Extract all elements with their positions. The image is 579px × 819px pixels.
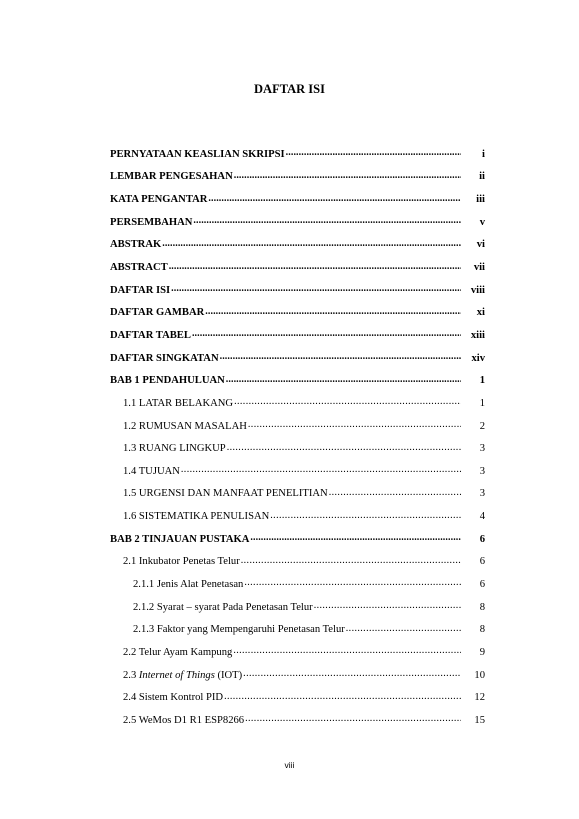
toc-entry-page: 6: [479, 533, 485, 545]
toc-entry-label: 2.5 WeMos D1 R1 ESP8266: [123, 714, 245, 726]
toc-entry-label: KATA PENGANTAR: [110, 194, 208, 206]
toc-entry-label: 1.2 RUMUSAN MASALAH: [123, 420, 247, 432]
dot-leader: [193, 216, 461, 228]
page-title: DAFTAR ISI: [254, 82, 325, 96]
toc-entry-page: 12: [474, 692, 485, 704]
toc-entry-page: iii: [476, 194, 485, 206]
toc-entry-page: 9: [479, 646, 485, 658]
toc-entry-2-1-2[interactable]: [110, 596, 485, 619]
toc-entry-page: 10: [474, 669, 485, 681]
toc-entry-pernyataan[interactable]: [110, 143, 485, 166]
toc-entry-label-prefix: 2.3: [123, 669, 139, 681]
toc-entry-daftar-singkatan[interactable]: [110, 347, 485, 370]
toc-entry-label: LEMBAR PENGESAHAN: [110, 171, 233, 183]
toc-entry-1-2[interactable]: [110, 415, 485, 438]
dot-leader: [227, 443, 461, 455]
toc-entry-label-italic: Internet of Things: [138, 669, 215, 681]
toc-entry-page: i: [482, 148, 485, 160]
dot-leader: [286, 148, 461, 160]
toc-entry-page: 8: [479, 601, 485, 613]
toc-entry-2-3[interactable]: [110, 664, 485, 687]
dot-leader: [226, 375, 461, 387]
dot-leader: [245, 714, 461, 726]
toc-entry-page: 3: [479, 465, 485, 477]
toc-entry-label: 1.4 TUJUAN: [123, 465, 180, 477]
toc-entry-2-1-1[interactable]: [110, 573, 485, 596]
toc-entry-label: 2.4 Sistem Kontrol PID: [123, 692, 224, 704]
toc-entry-2-4[interactable]: [110, 686, 485, 709]
toc-entry-page: 2: [479, 420, 485, 432]
toc-entry-page: 1: [479, 375, 485, 387]
toc-entry-label: DAFTAR SINGKATAN: [110, 352, 219, 364]
toc-entry-page: 3: [479, 488, 485, 500]
toc-entry-persembahan[interactable]: [110, 211, 485, 234]
toc-entry-page: ii: [479, 171, 485, 183]
page-number-footer: viii: [284, 760, 295, 770]
toc-entry-label-suffix: (IOT): [214, 669, 243, 681]
toc-entry-label: PERNYATAAN KEASLIAN SKRIPSI: [110, 148, 285, 160]
dot-leader: [205, 307, 461, 319]
toc-entry-label: 1.6 SISTEMATIKA PENULISAN: [123, 511, 270, 523]
toc-entry-2-1[interactable]: [110, 551, 485, 574]
dot-leader: [208, 194, 461, 206]
toc-entry-1-6[interactable]: [110, 505, 485, 528]
dot-leader: [181, 465, 461, 477]
dot-leader: [169, 262, 461, 274]
dot-leader: [270, 511, 461, 523]
toc-entry-1-1[interactable]: [110, 392, 485, 415]
toc-entry-page: vii: [473, 262, 485, 274]
toc-entry-abstrak[interactable]: [110, 234, 485, 257]
dot-leader: [248, 420, 461, 432]
dot-leader: [244, 578, 461, 590]
toc-entry-label: 1.1 LATAR BELAKANG: [123, 397, 234, 409]
toc-entry-page: xi: [476, 307, 485, 319]
toc-entry-daftar-gambar[interactable]: [110, 301, 485, 324]
toc-entry-page: 8: [479, 624, 485, 636]
toc-entry-label: ABSTRACT: [110, 262, 168, 274]
toc-entry-abstract[interactable]: [110, 256, 485, 279]
dot-leader: [234, 397, 461, 409]
toc-entry-label: PERSEMBAHAN: [110, 216, 193, 228]
dot-leader: [162, 239, 461, 251]
toc-entry-label: 1.5 URGENSI DAN MANFAAT PENELITIAN: [123, 488, 328, 500]
toc-entry-page: vi: [476, 239, 485, 251]
toc-entry-page: v: [479, 216, 485, 228]
toc-entry-label: DAFTAR TABEL: [110, 329, 191, 341]
toc-entry-bab-1[interactable]: [110, 369, 485, 392]
dot-leader: [329, 488, 461, 500]
toc-entry-1-3[interactable]: [110, 437, 485, 460]
dot-leader: [233, 646, 461, 658]
toc-entry-page: 15: [474, 714, 485, 726]
toc-entry-label: ABSTRAK: [110, 239, 162, 251]
toc-entry-page: xiv: [471, 352, 485, 364]
toc-entry-2-1-3[interactable]: [110, 618, 485, 641]
toc-entry-2-5[interactable]: [110, 709, 485, 732]
toc-entry-page: 6: [479, 556, 485, 568]
toc-entry-page: viii: [470, 284, 485, 296]
toc-entry-kata-pengantar[interactable]: [110, 188, 485, 211]
toc-entry-1-4[interactable]: [110, 460, 485, 483]
toc-entry-label: 2.1.3 Faktor yang Mempengaruhi Penetasan Telur: [133, 624, 345, 636]
dot-leader: [250, 533, 461, 545]
dot-leader: [171, 284, 461, 296]
toc-entry-1-5[interactable]: [110, 483, 485, 506]
toc-entry-label: 2.1 Inkubator Penetas Telur: [123, 556, 240, 568]
toc-entry-label: 2.1.1 Jenis Alat Penetasan: [133, 578, 244, 590]
toc-entry-page: 3: [479, 443, 485, 455]
toc-entry-page: 4: [479, 511, 485, 523]
toc-entry-label: 1.3 RUANG LINGKUP: [123, 443, 226, 455]
toc-entry-label: 2.2 Telur Ayam Kampung: [123, 646, 233, 658]
toc-entry-page: 1: [479, 397, 485, 409]
toc-entry-label: BAB 1 PENDAHULUAN: [110, 375, 225, 387]
dot-leader: [220, 352, 461, 364]
toc-entry-page: 6: [479, 578, 485, 590]
toc-entry-bab-2[interactable]: [110, 528, 485, 551]
toc-entry-label: DAFTAR ISI: [110, 284, 171, 296]
table-of-contents: [110, 143, 485, 732]
toc-entry-label: 2.1.2 Syarat – syarat Pada Penetasan Telur: [133, 601, 313, 613]
toc-entry-lembar-pengesahan[interactable]: [110, 166, 485, 189]
toc-entry-page: xiii: [470, 329, 485, 341]
toc-entry-label: BAB 2 TINJAUAN PUSTAKA: [110, 533, 250, 545]
dot-leader: [224, 692, 461, 704]
dot-leader: [243, 669, 461, 681]
toc-entry-label: [123, 670, 242, 681]
dot-leader: [241, 556, 461, 568]
dot-leader: [234, 171, 461, 183]
dot-leader: [314, 601, 461, 613]
dot-leader: [346, 624, 461, 636]
toc-entry-daftar-isi[interactable]: [110, 279, 485, 302]
dot-leader: [192, 329, 461, 341]
toc-entry-2-2[interactable]: [110, 641, 485, 664]
toc-entry-daftar-tabel[interactable]: [110, 324, 485, 347]
toc-entry-label: DAFTAR GAMBAR: [110, 307, 205, 319]
